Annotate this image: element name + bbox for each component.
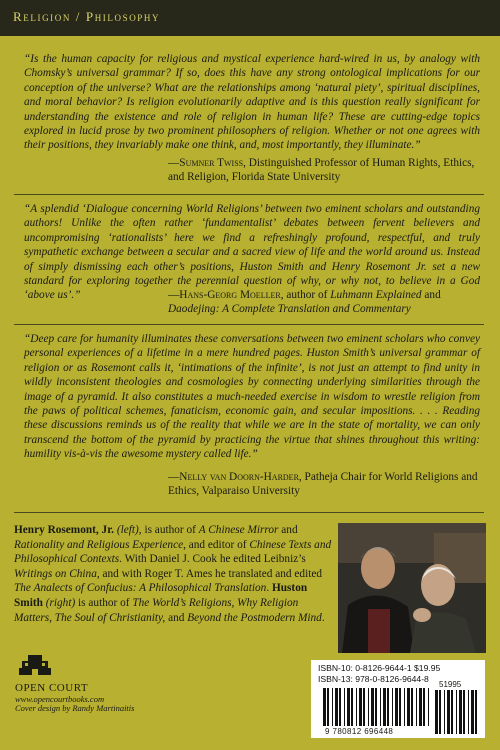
divider	[14, 512, 484, 513]
reviewer-affiliation-3: , Patheja Chair for World Religions and Ethics, Valparaiso University	[168, 471, 478, 498]
publisher-logo	[15, 654, 175, 704]
author-name: Henry Rosemont, Jr.	[14, 524, 114, 536]
bio-text: . With Daniel J. Cook he edited Leibniz’s	[119, 553, 306, 566]
review-attribution-1: —Sumner Twiss, Distinguished Professor of Human Rights, Ethics, and Religion, Florida State University	[168, 157, 475, 184]
bio-text: and	[278, 524, 298, 536]
price-code: 51995	[439, 680, 462, 689]
position-note: (right)	[45, 596, 76, 609]
reviewer-name-3: Nelly van Doorn-Harder	[179, 471, 299, 483]
book-title: Writings on China	[14, 567, 97, 580]
author-photo-image	[338, 523, 486, 653]
review-quote-1: “Is the human capacity for religious and mystical experience hard-wired in us, by analogy with Chomsky’s universal grammar? If so, does this have any strong ontological implications for our conception of the universe? What are the relationships among ‘natural piety’, spiritual disciplines, and moral behavior? Is religion evolutionarily adaptive and is this question really significant for understanding the existence and role of religion in human life? These are cutting-edge topics explored in lucid prose by two prominent philosophers of religion. Whether or not one agrees with their positions, they invariably make one think, and, most importantly, they illuminate.”	[24, 53, 480, 152]
review-attribution-2: —Hans-Georg Moeller, author of Luhmann Explained and Daodejing: A Complete Translation and Commentary	[168, 289, 441, 316]
open-court-emblem-icon	[15, 654, 55, 676]
category-header-bar	[0, 0, 500, 36]
price-addon-barcode	[435, 690, 479, 734]
book-title: The Analects of Confucius: A Philosophical Translation	[14, 582, 267, 595]
author-bio	[14, 523, 334, 625]
reviewer-affiliation-2: , author of	[280, 289, 331, 301]
divider	[14, 194, 484, 195]
divider	[14, 324, 484, 325]
bio-text: , is author of	[138, 524, 199, 536]
book-title: The World’s Religions, Why Religion Matters, The Soul of Christianity,	[14, 596, 299, 624]
book-title: Daodejing: A Complete Translation and Commentary	[168, 303, 411, 316]
book-title: Rationality and Religious Experience	[14, 538, 184, 551]
conjunction: and	[421, 289, 441, 301]
bio-text: , and editor of	[183, 538, 250, 551]
category-label: Religion / Philosophy	[13, 9, 161, 24]
book-title: Beyond the Postmodern Mind	[187, 611, 322, 624]
author-name: Huston Smith	[14, 582, 308, 609]
bio-text: .	[266, 582, 272, 595]
isbn-13: ISBN-13: 978-0-8126-9644-8	[318, 674, 429, 684]
isbn-10: ISBN-10: 0-8126-9644-1 $19.95	[318, 663, 441, 673]
reviewer-name-1: Sumner Twiss	[179, 157, 244, 169]
reviewer-name-2: Hans-Georg Moeller	[179, 289, 281, 301]
review-quote-2: “A splendid ‘Dialogue concerning World Religions’ between two eminent scholars and outstanding authors! Unlike the often rather ‘fundamentalist’ debates between fervent believers and uncompromising ‘rationalists’ here we find a refreshingly profound, respectful, and truly sympathetic exchange between a secular and a sacred view of life and the world around us. Instead of simply dismissing each other’s positions, Huston Smith and Henry Rosemont Jr. set a new standard for exploring together the perennial question of why, or why not, to believe in a God ‘above us’.”	[24, 203, 480, 302]
publisher-url: www.opencourtbooks.com	[15, 694, 105, 704]
book-title: Chinese Texts and Philosophical Contexts	[14, 538, 332, 566]
book-title: A Chinese Mirror	[198, 524, 279, 536]
review-quote-3: “Deep care for humanity illuminates these conversations between two eminent scholars who convey personal experiences of a lifetime in a mere hundred pages. Huston Smith’s universal grammar of religion or as Rosemont calls it, ‘intimations of the infinite’, is not just an attempt to find unity in wildly inconsistent theologies and cosmologies by connecting underlying similarities through the image of a pyramid. It also constitutes a much-needed exercise in wisdom to wrestle religion from the paws of political schemes, fanaticism, economic gain, and secular impositions. . . . Reading these discussions reminds us of the reality that while we are in the state of mortality, we can only transcend the bottom of the pyramid by practicing the virtue that shines throughout this writing: humility vis-à-vis the awesome mystery called life.”	[24, 333, 480, 461]
cover-design-credit: Cover design by Randy Martinaitis	[15, 703, 135, 713]
author-photo	[338, 523, 486, 653]
barcode-panel	[311, 660, 485, 738]
ean-digits: 9 780812 696448	[325, 727, 394, 736]
bio-text: and	[165, 611, 188, 624]
bio-text: is author of	[75, 596, 133, 609]
ean-barcode	[323, 688, 431, 726]
reviewer-affiliation-1: , Distinguished Professor of Human Rights, Ethics, and Religion, Florida State University	[168, 157, 475, 184]
book-title: Luhmann Explained	[330, 289, 422, 301]
bio-text: .	[321, 611, 325, 624]
review-attribution-3: —Nelly van Doorn-Harder, Patheja Chair for World Religions and Ethics, Valparaiso University	[168, 471, 478, 498]
publisher-name: OPEN COURT	[15, 682, 89, 694]
bio-text: , and with Roger T. Ames he translated and edited	[96, 567, 323, 580]
position-note: (left)	[116, 524, 139, 536]
